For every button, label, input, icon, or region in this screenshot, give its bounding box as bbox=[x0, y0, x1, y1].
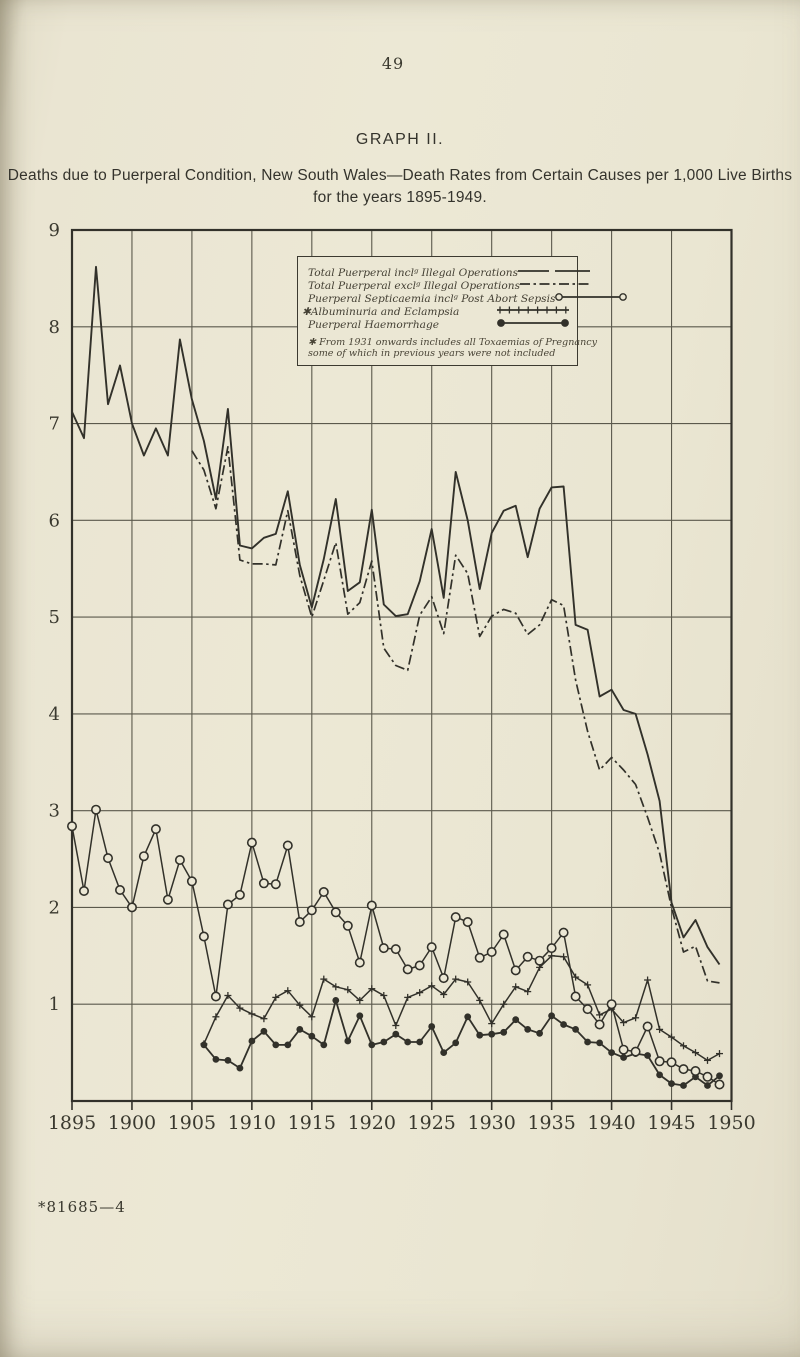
legend-label: Total Puerperal exclᵍ Illegal Operations bbox=[308, 279, 521, 292]
svg-text:1: 1 bbox=[48, 994, 60, 1016]
svg-text:3: 3 bbox=[48, 800, 60, 822]
legend-label: ✱Albuminuria and Eclampsia bbox=[302, 306, 460, 319]
svg-text:1910: 1910 bbox=[227, 1112, 277, 1134]
svg-text:1950: 1950 bbox=[707, 1112, 756, 1134]
chart-title-line1: Deaths due to Puerperal Condition, New South Wales—Death Rates from Certain Causes per 1,000 Live Births bbox=[7, 167, 793, 184]
svg-text:1895: 1895 bbox=[47, 1112, 97, 1134]
legend-label: Puerperal Haemorrhage bbox=[308, 319, 440, 332]
svg-text:1925: 1925 bbox=[407, 1112, 456, 1134]
svg-text:1930: 1930 bbox=[467, 1112, 516, 1134]
svg-text:5: 5 bbox=[48, 607, 60, 629]
printers-mark: *81685—4 bbox=[38, 1198, 126, 1216]
chart-title-line2: for the years 1895-1949. bbox=[313, 189, 487, 206]
svg-text:9: 9 bbox=[48, 220, 60, 241]
svg-text:6: 6 bbox=[48, 510, 60, 532]
legend-row-total-excl bbox=[308, 279, 569, 292]
legend-row-haemorrhage bbox=[308, 319, 569, 332]
page-number: 49 bbox=[381, 54, 405, 73]
legend-footnote bbox=[308, 336, 598, 360]
svg-text:1920: 1920 bbox=[347, 1112, 396, 1134]
svg-text:2: 2 bbox=[48, 897, 60, 919]
legend-box bbox=[297, 256, 598, 366]
graph-label: GRAPH II. bbox=[355, 131, 445, 148]
legend-footnote-line2: some of which in previous years were not included bbox=[308, 348, 556, 360]
svg-text:1945: 1945 bbox=[647, 1112, 696, 1134]
svg-text:1915: 1915 bbox=[287, 1112, 336, 1134]
svg-text:1940: 1940 bbox=[587, 1112, 636, 1134]
svg-text:1935: 1935 bbox=[527, 1112, 576, 1134]
svg-text:7: 7 bbox=[48, 413, 60, 435]
svg-text:1905: 1905 bbox=[167, 1112, 217, 1134]
filled-dot-line-key-icon bbox=[497, 316, 569, 334]
legend-label: Total Puerperal inclᵍ Illegal Operations bbox=[308, 266, 519, 279]
legend-label: Puerperal Septicaemia inclᵍ Post Abort Sepsis bbox=[308, 292, 556, 305]
svg-text:4: 4 bbox=[48, 703, 60, 725]
svg-text:8: 8 bbox=[48, 316, 60, 338]
svg-text:1900: 1900 bbox=[107, 1112, 157, 1134]
legend-footnote-line1: ✱ From 1931 onwards includes all Toxaemias of Pregnancy bbox=[308, 336, 598, 348]
